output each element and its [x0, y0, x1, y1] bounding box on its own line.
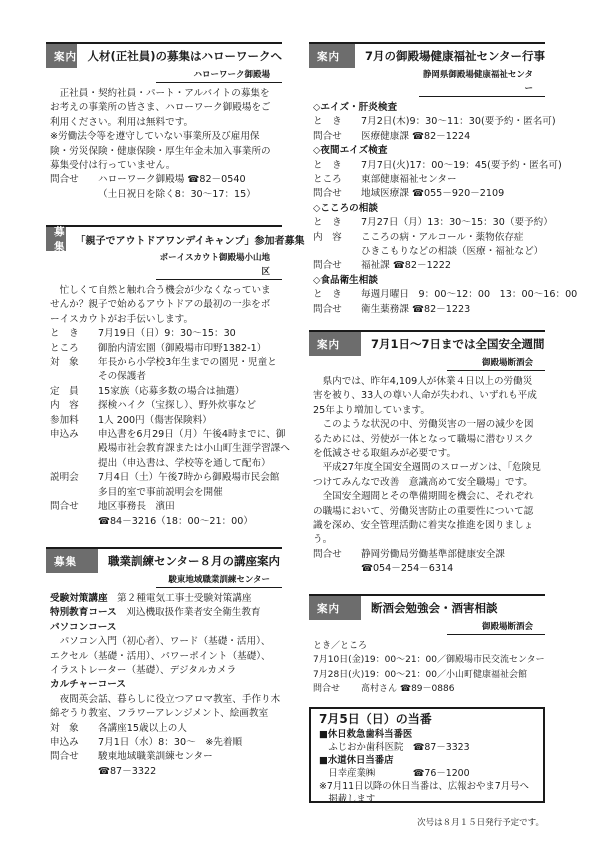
- duty-line: [319, 793, 535, 806]
- article-source: 駿東地域職業訓練センター: [156, 573, 282, 588]
- paragraph: 県内では、昨年4,109人が休業４日以上の労働災害を被り、33人の尊い人命が失われ、いずれも平成25年より増加しています。: [313, 376, 537, 416]
- field-value: 7月2日(木)9：30～11：30(要予約・匿名可): [361, 116, 556, 128]
- field-value: 7月4日（土）午後7時から御殿場市民会館: [98, 472, 280, 484]
- course-text: エクセル（基礎・活用）、パワーポイント（基礎）、: [50, 650, 271, 662]
- course-text: パソコン入門（初心者）、ワード（基礎・活用）、: [50, 636, 271, 648]
- field-label: 対 象: [50, 357, 79, 369]
- field-row: [50, 327, 278, 341]
- hellowork-notice: [46, 42, 282, 202]
- camp-recruit: [46, 225, 305, 529]
- field-label: 申込み: [50, 429, 79, 441]
- field-value: 駿東地域職業訓練センター: [98, 751, 213, 763]
- course-category: 特別教育コース: [50, 607, 117, 619]
- duty-heading: ■休日救急歯科当番医: [319, 729, 413, 740]
- article-title: 職業訓練センター８月の講座案内: [108, 554, 281, 568]
- field-row: [50, 385, 278, 399]
- field-label: 申込み: [50, 737, 79, 749]
- category-tag: 案内: [309, 44, 355, 68]
- course-text: 刈込機取扱作業者安全衛生教育: [116, 607, 261, 619]
- field-row: [50, 722, 278, 736]
- field-value: 15家族（応募多数の場合は抽選）: [98, 385, 245, 397]
- field-value: 7月27日（月）13：30～15：30（要予約）: [361, 217, 553, 229]
- field-value: ☎054－254－6314: [361, 563, 454, 575]
- paragraph: このような状況の中、労働災害の一層の減少を図るためには、労使が一体となって職場に潜むリスクを低減させる取組みが必要です。: [313, 419, 534, 460]
- field-label: 問合せ: [313, 548, 342, 560]
- field-label: 問合せ: [50, 501, 79, 513]
- article-title: 断酒会勉強会・酒害相談: [371, 601, 498, 615]
- course-line: [50, 635, 278, 649]
- field-row: [313, 231, 541, 245]
- danshu-meeting: [309, 594, 545, 697]
- field-value: 福祉課 ☎82－1222: [361, 260, 451, 272]
- section-heading: ◇夜間エイズ検査: [313, 145, 388, 157]
- paragraph: 平成27年度全国安全週間のスローガンは、「危険見つけてみんなで改善 意識高めて安全職場」です。: [313, 462, 541, 488]
- field-row: [50, 414, 278, 428]
- field-label: と き: [313, 159, 342, 171]
- section-heading: ◇こころの相談: [313, 202, 378, 214]
- field-row: [50, 486, 278, 500]
- field-label: [313, 245, 361, 259]
- field-label: [50, 370, 98, 384]
- category-tag: 募集: [46, 549, 98, 573]
- course-text: 綿ぞうり教室、フラワーアレンジメント、絵画教室: [50, 708, 269, 720]
- contact-label: 問合せ: [50, 174, 79, 186]
- field-label: [50, 765, 98, 779]
- note: ※労働法令等を遵守していない事業所及び雇用保険・労災保険・健康保険・厚生年金未加入事業所の募集受付は行っていません。: [50, 131, 271, 172]
- field-value: 申込書を6月29日（月）午後4時までに、御: [98, 429, 286, 441]
- field-label: 内 容: [50, 400, 79, 412]
- course-line: [50, 707, 278, 721]
- field-row: [313, 245, 544, 259]
- field-row: [313, 303, 541, 317]
- health-center-events: [309, 42, 578, 317]
- contact-value: 髙村さん ☎89－0886: [361, 684, 455, 695]
- field-row: [50, 765, 278, 779]
- field-row: [50, 399, 278, 413]
- field-value: 多目的室で事前説明会を開催: [98, 486, 223, 498]
- article-title: 「親子でアウトドアワンデイキャンプ」参加者募集: [75, 235, 305, 247]
- article-title: 7月1日～7日までは全国安全週間: [371, 337, 545, 351]
- field-value: 年長から小学校3年生までの園児・児童と: [98, 357, 277, 369]
- field-row: [50, 750, 278, 764]
- article-title: 7月の御殿場健康福祉センター行事: [364, 49, 545, 63]
- field-label: [50, 442, 98, 456]
- field-row: [313, 187, 541, 201]
- field-value: 探検ハイク（宝探し）、野外炊事など: [98, 400, 257, 412]
- field-value: 衛生薬務課 ☎82－1223: [361, 303, 471, 315]
- course-text: 第２種電気工事士受験対策講座: [107, 593, 252, 604]
- field-label: 説明会: [50, 472, 79, 484]
- article-source: ハローワーク御殿場: [156, 68, 282, 83]
- field-row: [50, 370, 278, 384]
- duty-line: [319, 754, 535, 767]
- field-value: 7月19日（日）9：30～15：30: [98, 328, 236, 340]
- field-value: 各講座15歳以上の人: [98, 722, 187, 734]
- footer-note: 次号は８月１５日発行予定です。: [417, 818, 544, 828]
- field-row: [50, 471, 278, 485]
- paragraph: 正社員・契約社員・パート・アルバイトの募集をお考えの事業所の皆さま、ハローワーク御殿場をご利用ください。利用は無料です。: [50, 88, 271, 128]
- field-label: [313, 562, 361, 576]
- field-value: こころの病・アルコール・薬物依存症: [361, 231, 524, 243]
- field-row: [50, 736, 278, 750]
- field-label: 内 容: [313, 231, 342, 243]
- field-value: ひきこもりなどの相談（医療・福祉など）: [361, 246, 544, 258]
- paragraph: 忙しくて自然と触れ合う機会が少なくなっていませんか？親子で始めるアウトドアの最初の一歩をボーイスカウトがお手伝いします。: [50, 285, 271, 325]
- field-label: 問合せ: [313, 188, 342, 200]
- field-row: [313, 130, 541, 144]
- field-row: [50, 356, 278, 370]
- field-label: 問合せ: [313, 303, 342, 315]
- field-row: [313, 115, 556, 129]
- category-tag: 案内: [309, 596, 361, 620]
- course-line: [50, 621, 278, 635]
- field-label: 定 員: [50, 385, 79, 397]
- course-line: [50, 678, 278, 692]
- field-row: [313, 173, 541, 187]
- section-heading: ◇エイズ・肝炎検査: [313, 102, 398, 113]
- duty-heading: ■水道休日当番店: [319, 755, 394, 766]
- field-value: 御胎内清宏園（御殿場市印野1382-1）: [98, 342, 267, 354]
- field-label: [50, 486, 98, 500]
- contact-hours: （土日祝日を除く8：30～17：15）: [98, 188, 256, 200]
- course-category: カルチャーコース: [50, 679, 126, 691]
- field-row: [313, 259, 541, 273]
- course-category: 受験対策講座: [50, 593, 108, 604]
- training-courses: [46, 547, 282, 779]
- field-value: 地区事務長 濱田: [98, 501, 175, 513]
- category-tag: 案内: [309, 332, 361, 356]
- field-label: と き: [313, 289, 342, 301]
- duty-text: 日幸産業㈱ ☎76－1200: [319, 768, 470, 779]
- contact-label: 問合せ: [313, 684, 341, 695]
- field-row: [50, 515, 278, 529]
- field-value: 7月7日(火)17：00～19：45(要予約・匿名可): [361, 159, 562, 171]
- field-label: 問合せ: [50, 751, 79, 763]
- duty-line: [319, 741, 535, 754]
- field-value: 静岡労働局労働基準部健康安全課: [361, 548, 505, 560]
- article-source: 静岡県御殿場健康福祉センター: [419, 68, 545, 97]
- field-value: 7月1日（水）8：30～ ※先着順: [98, 737, 243, 749]
- field-value: 1人 200円（傷害保険料）: [98, 414, 212, 426]
- field-value: その保護者: [98, 371, 146, 383]
- field-label: 問合せ: [313, 130, 342, 142]
- course-line: [50, 606, 278, 620]
- field-row: [313, 288, 578, 302]
- field-value: 東部健康福祉センター: [361, 174, 457, 186]
- field-label: 対 象: [50, 722, 79, 734]
- category-tag: 案内: [46, 44, 77, 68]
- duty-text: 掲載します: [319, 794, 376, 805]
- paragraph: 全国安全週間とその準備期間を機会に、それぞれの職場において、労働災害防止の重要性について認識を深め、安全管理活動に着実な推進を図りましょう。: [313, 491, 534, 546]
- field-label: 参加料: [50, 414, 79, 426]
- article-title: 人材(正社員)の募集はハローワークへ: [87, 49, 282, 63]
- duty-text: ※7月11日以降の休日当番は、広報おやま7月号へ: [319, 781, 529, 792]
- field-label: ところ: [50, 342, 79, 354]
- schedule-line: 7月10日(金)19：00～21：00／御殿場市民交流センター: [313, 655, 545, 666]
- schedule-line: とき／ところ: [313, 641, 368, 651]
- duty-line: [319, 767, 535, 780]
- field-label: [50, 515, 98, 529]
- field-label: と き: [50, 328, 79, 340]
- category-tag: 募集: [46, 227, 66, 251]
- field-label: と き: [313, 217, 342, 229]
- holiday-duty-box: [309, 707, 545, 803]
- field-value: 殿場市社会教育課または小山町生涯学習課へ: [98, 443, 290, 455]
- course-line: [50, 650, 278, 664]
- course-category: パソコンコース: [50, 621, 117, 633]
- article-source: 御殿場断酒会: [447, 620, 545, 635]
- field-value: 医療健康課 ☎82－1224: [361, 130, 471, 142]
- field-value: 提出（申込書は、学校等を通して配布）: [98, 457, 271, 469]
- article-source: ボーイスカウト御殿場小山地区: [156, 251, 282, 280]
- field-row: [50, 442, 290, 456]
- duty-text: ふじおか歯科医院 ☎87－3323: [319, 742, 470, 753]
- field-row: [313, 216, 553, 230]
- field-value: 地域医療課 ☎055－920－2109: [361, 188, 505, 200]
- field-row: [50, 500, 278, 514]
- article-source: 御殿場断酒会: [447, 356, 545, 371]
- course-line: [50, 592, 278, 606]
- schedule-line: 7月28日(火)19：00～21：00／小山町健康福祉会館: [313, 669, 528, 680]
- field-label: [50, 457, 98, 471]
- course-text: 夜間英会話、暮らしに役立つアロマ教室、手作り木: [50, 693, 281, 705]
- field-row: [313, 548, 541, 562]
- field-row: [313, 159, 562, 173]
- field-value: ☎87－3322: [98, 765, 157, 777]
- duty-line: [319, 728, 535, 741]
- field-label: 問合せ: [313, 260, 342, 272]
- course-line: [50, 693, 281, 707]
- field-value: 毎週月曜日 9：00～12：00 13：00～16：00: [361, 289, 578, 301]
- section-heading: ◇食品衛生相談: [313, 274, 378, 286]
- duty-title: 7月5日（日）の当番: [319, 712, 432, 726]
- field-label: ところ: [313, 174, 342, 186]
- field-label: と き: [313, 116, 342, 128]
- safety-week: [309, 330, 545, 577]
- contact-value: ハローワーク御殿場 ☎82－0540: [98, 174, 246, 186]
- field-row: [50, 428, 286, 442]
- course-line: [50, 664, 278, 678]
- field-row: [50, 457, 278, 471]
- course-text: イラストレーター（基礎）、デジタルカメラ: [50, 665, 237, 677]
- field-value: ☎84－3216（18：00～21：00）: [98, 515, 253, 527]
- field-row: [50, 342, 278, 356]
- field-row: [313, 562, 541, 576]
- duty-line: [319, 780, 535, 793]
